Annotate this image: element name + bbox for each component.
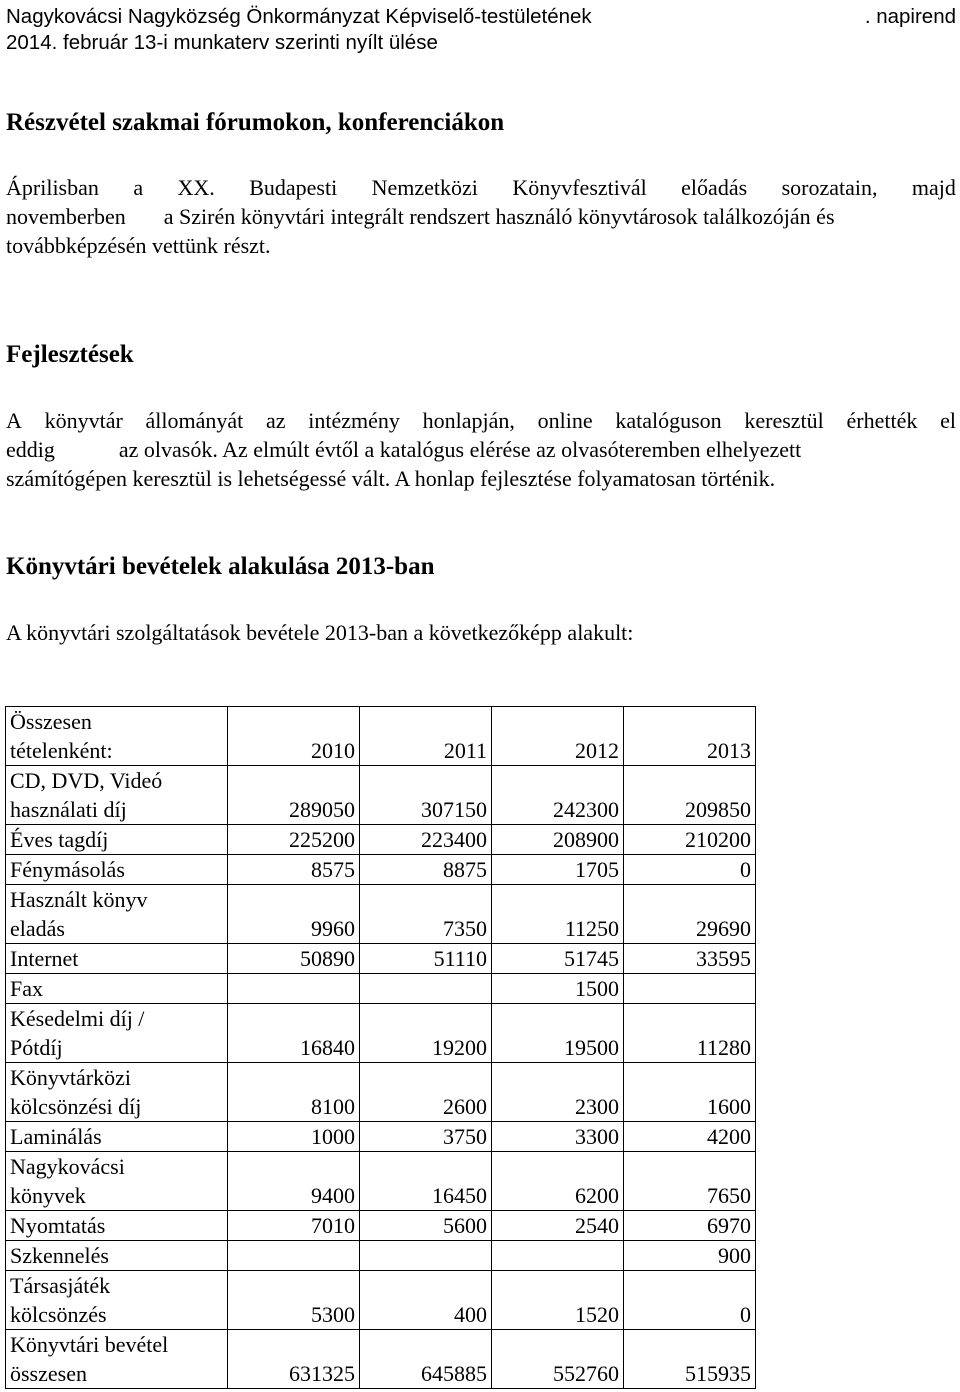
value-cell: 8100	[228, 1063, 360, 1122]
value-cell: 16450	[360, 1152, 492, 1211]
value-cell: 225200	[228, 825, 360, 855]
participation-heading: Részvétel szakmai fórumokon, konferenciákon	[6, 109, 505, 136]
table-row	[6, 944, 756, 974]
value-cell: 242300	[492, 766, 624, 825]
header-label-cell: Összesen tételenként:	[6, 707, 228, 766]
table-row	[6, 1330, 756, 1389]
value-cell	[228, 974, 360, 1004]
development-line-1: A könyvtár állományát az intézmény honlapján, online katalóguson keresztül érhették el	[6, 408, 956, 433]
year-header-cell: 2011	[360, 707, 492, 766]
value-cell: 1520	[492, 1271, 624, 1330]
table-row	[6, 1241, 756, 1271]
value-cell: 8875	[360, 855, 492, 885]
year-header-cell: 2010	[228, 707, 360, 766]
value-cell	[228, 1241, 360, 1271]
value-cell: 645885	[360, 1330, 492, 1389]
value-cell: 8575	[228, 855, 360, 885]
value-cell: 208900	[492, 825, 624, 855]
row-label-cell: Használt könyv eladás	[6, 885, 228, 944]
row-label-cell: Fax	[6, 974, 228, 1004]
value-cell: 33595	[624, 944, 756, 974]
value-cell: 11250	[492, 885, 624, 944]
value-cell: 209850	[624, 766, 756, 825]
revenue-table-body	[6, 707, 756, 1389]
value-cell: 6970	[624, 1211, 756, 1241]
value-cell	[624, 974, 756, 1004]
value-cell: 223400	[360, 825, 492, 855]
year-header-cell: 2013	[624, 707, 756, 766]
value-cell	[360, 974, 492, 1004]
value-cell: 900	[624, 1241, 756, 1271]
row-label-cell: Fénymásolás	[6, 855, 228, 885]
value-cell: 2300	[492, 1063, 624, 1122]
table-row	[6, 1271, 756, 1330]
value-cell: 210200	[624, 825, 756, 855]
value-cell: 7350	[360, 885, 492, 944]
value-cell: 552760	[492, 1330, 624, 1389]
value-cell: 16840	[228, 1004, 360, 1063]
row-label-cell: Internet	[6, 944, 228, 974]
table-row	[6, 855, 756, 885]
agenda-label: . napirend	[864, 5, 956, 28]
value-cell: 5300	[228, 1271, 360, 1330]
value-cell: 1000	[228, 1122, 360, 1152]
value-cell: 9400	[228, 1152, 360, 1211]
value-cell: 19200	[360, 1004, 492, 1063]
value-cell: 3750	[360, 1122, 492, 1152]
value-cell: 4200	[624, 1122, 756, 1152]
value-cell: 0	[624, 1271, 756, 1330]
value-cell: 0	[624, 855, 756, 885]
value-cell: 2540	[492, 1211, 624, 1241]
value-cell	[360, 1241, 492, 1271]
development-paragraph	[6, 406, 956, 493]
revenue-heading: Könyvtári bevételek alakulása 2013-ban	[6, 553, 435, 580]
value-cell: 400	[360, 1271, 492, 1330]
revenue-table	[5, 706, 756, 1389]
row-label-cell: Késedelmi díj / Pótdíj	[6, 1004, 228, 1063]
revenue-intro: A könyvtári szolgáltatások bevétele 2013-ban a következőképp alakult:	[6, 620, 634, 645]
row-label-cell: Laminálás	[6, 1122, 228, 1152]
value-cell: 3300	[492, 1122, 624, 1152]
table-row	[6, 825, 756, 855]
value-cell: 289050	[228, 766, 360, 825]
table-row	[6, 766, 756, 825]
table-row	[6, 1211, 756, 1241]
value-cell: 631325	[228, 1330, 360, 1389]
row-label-cell: CD, DVD, Videó használati díj	[6, 766, 228, 825]
development-line-2: eddig az olvasók. Az elmúlt évtől a katalógus elérése az olvasóteremben elhelyezett	[6, 437, 802, 462]
value-cell: 2600	[360, 1063, 492, 1122]
value-cell: 7010	[228, 1211, 360, 1241]
value-cell: 307150	[360, 766, 492, 825]
development-heading: Fejlesztések	[6, 341, 134, 368]
participation-line-3: továbbképzésén vettünk részt.	[6, 233, 271, 258]
row-label-cell: Éves tagdíj	[6, 825, 228, 855]
document-header-subtitle: 2014. február 13-i munkaterv szerinti nyílt ülése	[6, 31, 438, 54]
value-cell: 9960	[228, 885, 360, 944]
participation-line-2: novemberben a Szirén könyvtári integrált rendszert használó könyvtárosok találkozóján és	[6, 204, 835, 229]
value-cell: 1600	[624, 1063, 756, 1122]
value-cell: 29690	[624, 885, 756, 944]
value-cell: 50890	[228, 944, 360, 974]
row-label-cell: Nyomtatás	[6, 1211, 228, 1241]
table-row	[6, 1152, 756, 1211]
value-cell: 1500	[492, 974, 624, 1004]
participation-line-1: Áprilisban a XX. Budapesti Nemzetközi Könyvfesztivál előadás sorozatain, majd	[6, 175, 956, 200]
value-cell: 1705	[492, 855, 624, 885]
table-row	[6, 885, 756, 944]
value-cell: 19500	[492, 1004, 624, 1063]
development-line-3: számítógépen keresztül is lehetségessé vált. A honlap fejlesztése folyamatosan történik.	[6, 466, 776, 491]
table-row	[6, 1122, 756, 1152]
value-cell: 515935	[624, 1330, 756, 1389]
table-header-row	[6, 707, 756, 766]
participation-paragraph	[6, 173, 956, 260]
table-row	[6, 1063, 756, 1122]
row-label-cell: Társasjáték kölcsönzés	[6, 1271, 228, 1330]
value-cell	[492, 1241, 624, 1271]
table-row	[6, 1004, 756, 1063]
value-cell: 11280	[624, 1004, 756, 1063]
value-cell: 7650	[624, 1152, 756, 1211]
value-cell: 6200	[492, 1152, 624, 1211]
year-header-cell: 2012	[492, 707, 624, 766]
row-label-cell: Könyvtári bevétel összesen	[6, 1330, 228, 1389]
row-label-cell: Könyvtárközi kölcsönzési díj	[6, 1063, 228, 1122]
table-row	[6, 974, 756, 1004]
document-header-title: Nagykovácsi Nagyközség Önkormányzat Képviselő-testületének	[6, 5, 592, 28]
value-cell: 5600	[360, 1211, 492, 1241]
value-cell: 51110	[360, 944, 492, 974]
value-cell: 51745	[492, 944, 624, 974]
row-label-cell: Nagykovácsi könyvek	[6, 1152, 228, 1211]
row-label-cell: Szkennelés	[6, 1241, 228, 1271]
